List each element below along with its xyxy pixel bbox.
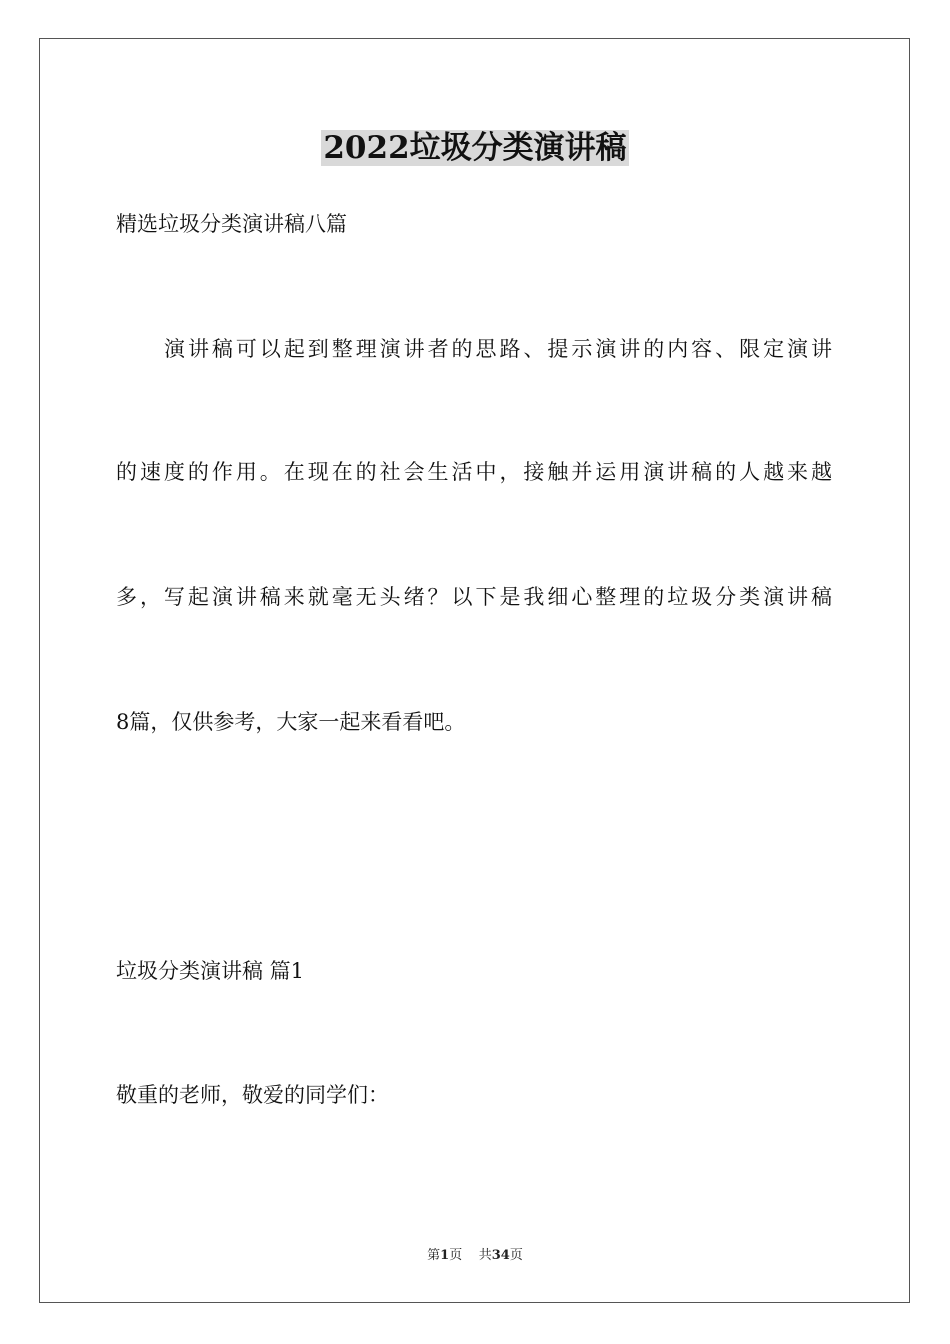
intro-line-4: 8篇，仅供参考，大家一起来看看吧。: [116, 710, 466, 734]
document-title-text: 2022垃圾分类演讲稿: [323, 130, 627, 166]
footer-total-pages: 34: [491, 1248, 510, 1263]
section-heading: 垃圾分类演讲稿 篇1: [116, 959, 305, 983]
footer-page-suffix: 页: [449, 1248, 463, 1263]
footer-total-suffix: 页: [509, 1248, 523, 1263]
document-subtitle: 精选垃圾分类演讲稿八篇: [116, 212, 347, 236]
footer-page-number: 1: [440, 1248, 450, 1263]
page-footer: [0, 1247, 950, 1265]
document-title: [0, 124, 950, 172]
intro-line-2: 的速度的作用。在现在的社会生活中，接触并运用演讲稿的人越来越: [116, 460, 832, 484]
greeting: 敬重的老师，敬爱的同学们：: [116, 1083, 389, 1107]
intro-line-1: 演讲稿可以起到整理演讲者的思路、提示演讲的内容、限定演讲: [164, 337, 832, 361]
intro-line-3: 多，写起演讲稿来就毫无头绪？以下是我细心整理的垃圾分类演讲稿: [116, 585, 832, 609]
footer-page-prefix: 第: [427, 1248, 441, 1263]
footer-total-prefix: 共: [478, 1248, 492, 1263]
